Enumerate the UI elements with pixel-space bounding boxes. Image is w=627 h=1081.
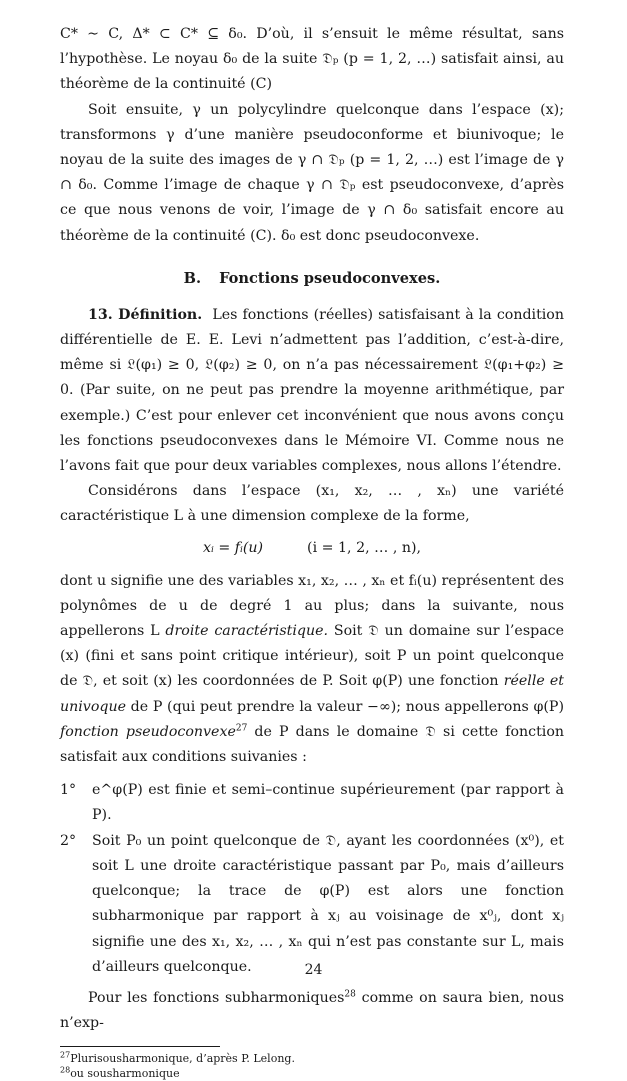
footnote-mark: 28 [60, 1065, 71, 1075]
paragraph-continuation: C* ∼ C, Δ* ⊂ C* ⊆ δ₀. D’où, il s’ensuit le même résultat, sans l’hypothèse. Le noyau δ₀ de la suite 𝔇ₚ (p = 1, 2, …) satisfait ainsi, au théorème de la continuité (C) [60, 26, 564, 93]
definition-paragraph [60, 303, 564, 479]
definition-heading: 13. Définition. [88, 306, 203, 323]
footnote-ref: 28 [344, 989, 356, 1000]
italic-term: droite caractéristique. [165, 623, 328, 640]
text-segment: de P (qui peut prendre la valeur −∞); nous appellerons φ(P) [125, 698, 564, 715]
paragraph-variety: Considérons dans l’espace (x₁, x₂, … , xₙ) une variété caractéristique L à une dimension complexe de la forme, [60, 483, 564, 525]
definition-text: Les fonctions (réelles) satisfaisant à la condition différentielle de E. E. Levi n’admettent pas l’addition, c’est-à-dire, même si 𝔏(φ₁) ≥ 0, 𝔏(φ₂) ≥ 0, on n’a pas nécessairement 𝔏(φ₁+φ₂) ≥ 0. (Par suite, on ne peut pas prendre la moyenne arithmétique, par exemple.) C’est pour enlever cet inconvénient que nous avons conçu les fonctions pseudoconvexes dans le Mémoire VI. Comme nous ne l’avons fait que pour deux variables complexes, nous allons l’étendre. [60, 306, 564, 475]
page-number: 24 [304, 962, 323, 978]
footnote [60, 1066, 564, 1081]
equation-lhs: xᵢ = fᵢ(u) [202, 539, 264, 556]
text-segment: Soit 𝔇 un domaine sur l’espace (x) (fini et sans point critique intérieur), soit P un point quelconque de 𝔇, et soit (x) les coordonnées de P. Soit φ(P) une fonction [60, 623, 564, 690]
text-segment: Pour les fonctions subharmoniques [88, 989, 345, 1006]
paragraph-polycylinder: Soit ensuite, γ un polycylindre quelconque dans l’espace (x); transformons γ d’une manière pseudoconforme et biunivoque; le noyau de la suite des images de γ ∩ 𝔇ₚ (p = 1, 2, …) est l’image de γ ∩ δ₀. Comme l’image de chaque γ ∩ 𝔇ₚ est pseudoconvexe, d’après ce que nous venons de voir, l’image de γ ∩ δ₀ satisfait encore au théorème de la continuité (C). δ₀ est donc pseudoconvexe. [60, 101, 564, 244]
text-segment: dont u signifie une des variables x₁, x₂, … , xₙ et fᵢ(u) représentent des polynômes de u de degré 1 au plus; dans la suivante, nous appellerons L [60, 572, 564, 640]
condition-number: 2° [60, 832, 77, 849]
condition-item [60, 778, 564, 828]
italic-term: réelle et univoque [60, 673, 564, 715]
footnote-mark: 27 [60, 1050, 71, 1060]
footnote-text: Plurisousharmonique, d’après P. Lelong. [70, 1052, 295, 1066]
condition-text: Soit P₀ un point quelconque de 𝔇, ayant les coordonnées (x⁰), et soit L une droite caractéristique passant par P₀, mais d’ailleurs quelconque; la trace de φ(P) est alors une fonction subharmonique par rapport à xⱼ au voisinage de x⁰ⱼ, dont xⱼ signifie une des x₁, x₂, … , xₙ qui n’est pas constante sur L, mais d’ailleurs quelconque. [92, 832, 564, 975]
text-segment: de P dans le domaine 𝔇 si cette fonction satisfait aux conditions suivanies : [60, 723, 565, 766]
section-title: Fonctions pseudoconvexes. [219, 269, 441, 287]
footnote-text: ou sousharmonique [70, 1067, 180, 1081]
page-body [60, 22, 564, 1081]
condition-text: e^φ(P) est finie et semi–continue supérieurement (par rapport à P). [92, 782, 564, 824]
footnote [60, 1051, 564, 1066]
text-segment: comme on saura bien, nous n’exp- [60, 989, 564, 1032]
condition-number: 1° [60, 782, 77, 799]
footnote-ref: 27 [235, 723, 248, 734]
section-letter: B. [183, 269, 202, 287]
equation [60, 536, 564, 561]
condition-item [60, 829, 564, 980]
paragraph-definition-body [60, 569, 564, 771]
paragraph-subharmonic [60, 986, 564, 1036]
italic-term: fonction pseudoconvexe [60, 723, 236, 740]
conditions-list [60, 778, 564, 980]
footnote-divider [60, 1046, 220, 1047]
equation-rhs: (i = 1, 2, … , n), [307, 539, 422, 556]
section-heading [60, 267, 564, 291]
